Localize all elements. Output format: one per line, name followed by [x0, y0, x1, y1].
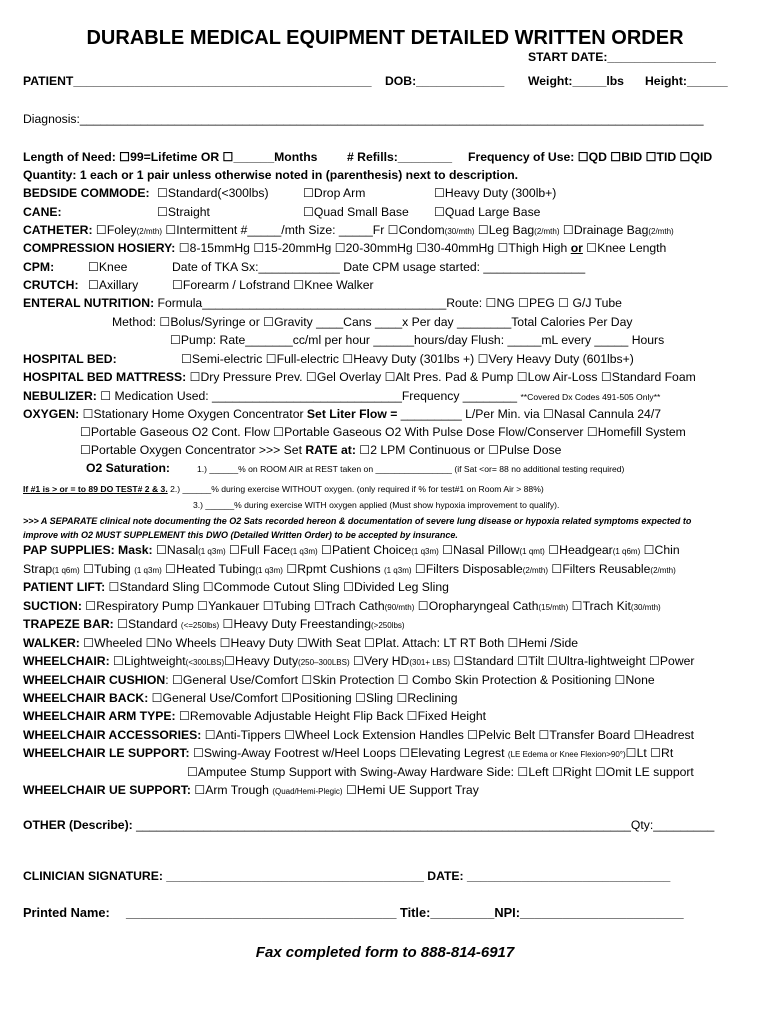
wheelchair-option[interactable]: ☐Heavy Duty — [224, 654, 299, 668]
trapeze-option[interactable]: ☐Heavy Duty Freestanding — [219, 617, 371, 631]
hospital-bed-label: HOSPITAL BED: — [23, 352, 117, 366]
fax-instruction: Fax completed form to 888-814-6917 — [255, 944, 515, 961]
cpm-knee-option[interactable]: ☐Knee — [88, 260, 128, 274]
hosiery-label: COMPRESSION HOSIERY: — [23, 241, 176, 255]
o2-test-1-field[interactable]: 1.) ______% on ROOM AIR at REST taken on ________________ (if Sat <or= 88 no additional testing required) — [197, 464, 625, 474]
wheelchair-option[interactable]: ☐Standard ☐Tilt ☐Ultra-lightweight ☐Power — [450, 654, 695, 668]
cane-straight-option[interactable]: ☐Straight — [157, 205, 210, 219]
le-support-option[interactable]: ☐Swing-Away Footrest w/Heel Loops ☐Elevating Legrest — [189, 746, 508, 760]
walker-options[interactable]: ☐Wheeled ☐No Wheels ☐Heavy Duty ☐With Seat ☐Plat. Attach: LT RT Both ☐Hemi /Side — [79, 636, 579, 650]
quantity-note: (30/mth) — [444, 227, 475, 236]
pap-option[interactable]: ☐Heated Tubing — [161, 562, 256, 576]
catheter-option[interactable]: ☐Foley — [92, 223, 137, 237]
nebulizer-label: NEBULIZER: — [23, 389, 97, 403]
clinical-note-line-2: improve with O2 MUST SUPPLEMENT this DWO (Detailed Written Order) to be accepted by insurance. — [23, 530, 458, 540]
bedside-commode-label: BEDSIDE COMMODE: — [23, 186, 150, 200]
back-label: WHEELCHAIR BACK: — [23, 691, 149, 705]
printed-name-label: Printed Name: — [23, 905, 110, 920]
quantity-note: (1 qmt) — [519, 547, 545, 556]
o2-test-2-field[interactable]: 2.) ______% during exercise WITHOUT oxygen. (only required if % for test#1 on Room Air > 88%) — [167, 484, 544, 494]
mattress-label: HOSPITAL BED MATTRESS: — [23, 370, 187, 384]
crutch-forearm-option[interactable]: ☐Forearm / Lofstrand ☐Knee Walker — [172, 278, 374, 292]
ue-support-label: WHEELCHAIR UE SUPPORT: — [23, 783, 191, 797]
le-side-options[interactable]: ☐Lt ☐Rt — [625, 746, 674, 760]
cpm-dates-field[interactable]: Date of TKA Sx:____________ Date CPM usage started: _______________ — [172, 260, 586, 274]
catheter-option[interactable]: ☐Leg Bag — [474, 223, 535, 237]
rate-label: RATE at: — [305, 443, 356, 457]
enteral-label: ENTERAL NUTRITION: — [23, 296, 155, 310]
height-field[interactable]: Height:______ — [645, 74, 728, 88]
le-support-label: WHEELCHAIR LE SUPPORT: — [23, 746, 190, 760]
pap-option[interactable]: ☐Rpmt Cushions — [282, 562, 384, 576]
refills-field[interactable]: # Refills:________ — [347, 150, 453, 164]
catheter-option[interactable]: ☐Intermittent #_____/mth Size: _____Fr ☐Condom — [161, 223, 445, 237]
wheelchair-row[interactable] — [23, 654, 694, 670]
patient-lift-label: PATIENT LIFT: — [23, 580, 106, 594]
o2-test-rule: If #1 is > or = to 89 DO TEST# 2 & 3. — [23, 484, 168, 494]
oxygen-row[interactable] — [23, 407, 661, 421]
quantity-note: (30/mth) — [630, 603, 661, 612]
pap-option[interactable]: ☐Tubing — [79, 562, 135, 576]
rate-options[interactable]: ☐2 LPM Continuous or ☐Pulse Dose — [355, 443, 562, 457]
quantity-note: (2/mth) — [534, 227, 560, 236]
mattress-row[interactable] — [23, 370, 696, 384]
oxygen-concentrator-row[interactable] — [80, 443, 561, 457]
quantity-note: Quantity: 1 each or 1 pair unless otherwise noted in (parenthesis) next to description. — [23, 168, 519, 182]
mattress-options[interactable]: ☐Dry Pressure Prev. ☐Gel Overlay ☐Alt Pres. Pad & Pump ☐Low Air-Loss ☐Standard Foam — [186, 370, 696, 384]
liter-flow-label: Set Liter Flow = — [306, 407, 398, 421]
quantity-note: (1 q3m) — [255, 566, 283, 575]
clinical-note-line-1: >>> A SEPARATE clinical note documenting the O2 Sats recorded hereon & documentation of severe lung disease or hypoxia related symptoms expected to — [23, 516, 692, 526]
oxygen-portable-options[interactable]: ☐Portable Gaseous O2 Cont. Flow ☐Portable Gaseous O2 With Pulse Dose Flow/Conserver ☐Homefill System — [80, 425, 686, 439]
pap-option[interactable]: ☐Filters Reusable — [548, 562, 651, 576]
start-date-field[interactable]: START DATE:________________ — [528, 50, 716, 64]
patient-lift-options[interactable]: ☐Standard Sling ☐Commode Cutout Sling ☐Divided Leg Sling — [105, 580, 449, 594]
accessories-label: WHEELCHAIR ACCESSORIES: — [23, 728, 202, 742]
trapeze-row[interactable] — [23, 617, 405, 633]
quantity-note: (301+ LBS) — [409, 658, 451, 667]
wheelchair-option[interactable]: ☐Lightweight — [109, 654, 186, 668]
enteral-row[interactable] — [23, 296, 622, 310]
hosiery-row[interactable] — [23, 241, 666, 255]
quantity-note: (1 q3m) — [134, 566, 162, 575]
quantity-note: (2/mth) — [522, 566, 549, 575]
cane-label: CANE: — [23, 205, 62, 219]
other-field[interactable]: _________________________________________________________________________Qty:_________ — [136, 818, 715, 832]
quantity-note: (<300LBS) — [185, 658, 225, 667]
nebulizer-medication-field[interactable]: ☐ Medication Used: ____________________________Frequency ________ — [96, 389, 521, 403]
back-options[interactable]: ☐General Use/Comfort ☐Positioning ☐Sling ☐Reclining — [148, 691, 458, 705]
other-label: OTHER (Describe): — [23, 818, 137, 832]
pap-option[interactable]: ☐Patient Choice — [317, 543, 412, 557]
suction-label: SUCTION: — [23, 599, 82, 613]
quantity-note: (2/mth) — [650, 566, 676, 575]
walker-label: WALKER: — [23, 636, 80, 650]
pap-label: PAP SUPPLIES: — [23, 543, 115, 557]
frequency-of-use[interactable]: Frequency of Use: ☐QD ☐BID ☐TID ☐QID — [468, 150, 713, 164]
commode-drop-arm-option[interactable]: ☐Drop Arm — [303, 186, 366, 200]
quantity-note: (90/mth) — [384, 603, 415, 612]
quantity-note: (1 q3m) — [411, 547, 439, 556]
hospital-bed-options[interactable]: ☐Semi-electric ☐Full-electric ☐Heavy Duty (301lbs +) ☐Very Heavy Duty (601lbs+) — [181, 352, 634, 366]
signature-field[interactable]: CLINICIAN SIGNATURE: ______________________________________ DATE: ______________________________ — [23, 869, 671, 883]
quantity-note: (2/mth) — [136, 227, 162, 236]
printed-name-field[interactable]: ______________________________________ Title:_________NPI:_______________________ — [126, 905, 684, 920]
catheter-row[interactable] — [23, 223, 674, 239]
pap-option[interactable]: ☐Chin — [640, 543, 680, 557]
arm-type-label: WHEELCHAIR ARM TYPE: — [23, 709, 176, 723]
crutch-label: CRUTCH: — [23, 278, 79, 292]
arm-type-row[interactable] — [23, 709, 486, 723]
catheter-option[interactable]: ☐Drainage Bag — [559, 223, 649, 237]
or-text: or — [570, 241, 583, 255]
o2-saturation-label: O2 Saturation: — [86, 461, 170, 475]
enteral-method-row[interactable]: Method: ☐Bolus/Syringe or ☐Gravity ____Cans ____x Per day ________Total Calories Per Day — [112, 315, 633, 329]
suction-option[interactable]: ☐Respiratory Pump ☐Yankauer ☐Tubing ☐Trach Cath — [81, 599, 385, 613]
crutch-axillary-option[interactable]: ☐Axillary — [88, 278, 139, 292]
hosiery-options[interactable]: ☐8-15mmHg ☐15-20mmHg ☐20-30mmHg ☐30-40mmHg ☐Thigh High — [175, 241, 571, 255]
patient-field[interactable]: PATIENT____________________________________________ — [23, 74, 372, 88]
quantity-note: (Quad/Hemi-Plegic) — [272, 787, 343, 796]
walker-row[interactable] — [23, 636, 578, 650]
pap-option[interactable]: ☐Nasal Pillow — [438, 543, 520, 557]
dob-field[interactable]: DOB:_____________ — [385, 74, 505, 88]
pap-row-2[interactable] — [23, 562, 676, 578]
suction-row[interactable] — [23, 599, 661, 615]
cushion-row[interactable] — [23, 673, 655, 687]
commode-heavy-duty-option[interactable]: ☐Heavy Duty (300lb+) — [434, 186, 557, 200]
length-of-need[interactable]: Length of Need: ☐99=Lifetime OR ☐______Months — [23, 150, 318, 164]
diagnosis-field[interactable]: Diagnosis:____________________________________________________________________________________________ — [23, 112, 704, 126]
other-row[interactable] — [23, 818, 714, 832]
back-row[interactable] — [23, 691, 458, 705]
accessories-row[interactable] — [23, 728, 694, 742]
le-support-row[interactable] — [23, 746, 673, 762]
knee-length-option[interactable]: ☐Knee Length — [582, 241, 667, 255]
enteral-pump-row[interactable]: ☐Pump: Rate_______cc/ml per hour ______hours/day Flush: _____mL every _____ Hours — [170, 333, 665, 347]
cushion-options[interactable]: : ☐General Use/Comfort ☐Skin Protection ☐ Combo Skin Protection & Positioning ☐None — [165, 673, 655, 687]
quantity-note: (1 q3m) — [198, 547, 226, 556]
cushion-label: WHEELCHAIR CUSHION — [23, 673, 166, 687]
wheelchair-option[interactable]: ☐Very HD — [349, 654, 410, 668]
covered-codes-note: **Covered Dx Codes 491-505 Only** — [520, 392, 661, 402]
trapeze-option[interactable]: ☐Standard — [113, 617, 181, 631]
cpm-label: CPM: — [23, 260, 55, 274]
quantity-note: (1 q6m) — [52, 566, 80, 575]
weight-field[interactable]: Weight:_____lbs — [528, 74, 624, 88]
pap-option[interactable]: ☐Nasal — [152, 543, 199, 557]
pap-option[interactable]: ☐Full Face — [225, 543, 291, 557]
o2-test-3-field[interactable]: 3.) ______% during exercise WITH oxygen applied (Must show hypoxia improvement to qualify). — [193, 500, 560, 510]
oxygen-stationary-option[interactable]: ☐Stationary Home Oxygen Concentrator — [79, 407, 307, 421]
quantity-note: (1 q3m) — [290, 547, 318, 556]
arm-type-options[interactable]: ☐Removable Adjustable Height Flip Back ☐Fixed Height — [175, 709, 487, 723]
ue-support-option[interactable]: ☐Arm Trough — [190, 783, 273, 797]
accessories-options[interactable]: ☐Anti-Tippers ☐Wheel Lock Extension Handles ☐Pelvic Belt ☐Transfer Board ☐Headrest — [201, 728, 694, 742]
suction-option[interactable]: ☐Trach Kit — [568, 599, 631, 613]
enteral-formula-field[interactable]: Formula____________________________________Route: ☐NG ☐PEG ☐ G/J Tube — [154, 296, 622, 310]
pap-option[interactable]: Strap — [23, 562, 53, 576]
cane-quad-small-option[interactable]: ☐Quad Small Base — [303, 205, 409, 219]
quantity-note: (15/mth) — [538, 603, 569, 612]
nebulizer-row[interactable] — [23, 389, 660, 404]
quantity-note: (LE Edema or Knee Flexion>90°) — [507, 750, 626, 759]
quantity-note: (1 q3m) — [383, 566, 412, 575]
suction-option[interactable]: ☐Oropharyngeal Cath — [414, 599, 539, 613]
oxygen-label: OXYGEN: — [23, 407, 80, 421]
ue-support-option[interactable]: ☐Hemi UE Support Tray — [342, 783, 479, 797]
quantity-note: (250–300LBS) — [298, 658, 350, 667]
patient-lift-row[interactable] — [23, 580, 449, 594]
portable-concentrator-option[interactable]: ☐Portable Oxygen Concentrator >>> Set — [80, 443, 306, 457]
trapeze-label: TRAPEZE BAR: — [23, 617, 114, 631]
mask-label: Mask: — [114, 543, 153, 557]
quantity-note: (2/mth) — [648, 227, 674, 236]
quantity-note: (1 q6m) — [612, 547, 641, 556]
form-title: DURABLE MEDICAL EQUIPMENT DETAILED WRITTEN ORDER — [86, 27, 684, 49]
pap-option[interactable]: ☐Filters Disposable — [411, 562, 523, 576]
amputee-support-row[interactable]: ☐Amputee Stump Support with Swing-Away Hardware Side: ☐Left ☐Right ☐Omit LE support — [187, 765, 694, 779]
pap-row[interactable] — [23, 543, 680, 559]
commode-standard-option[interactable]: ☐Standard(<300lbs) — [157, 186, 269, 200]
catheter-label: CATHETER: — [23, 223, 93, 237]
wheelchair-label: WHEELCHAIR: — [23, 654, 110, 668]
liter-flow-field[interactable]: _________ L/Per Min. via ☐Nasal Cannula 24/7 — [397, 407, 661, 421]
pap-option[interactable]: ☐Headgear — [544, 543, 613, 557]
cane-quad-large-option[interactable]: ☐Quad Large Base — [434, 205, 541, 219]
ue-support-row[interactable] — [23, 783, 479, 799]
quantity-note: (<=250lbs) — [180, 621, 220, 630]
o2-test-2-row[interactable] — [23, 481, 544, 496]
quantity-note: (>250lbs) — [370, 621, 405, 630]
